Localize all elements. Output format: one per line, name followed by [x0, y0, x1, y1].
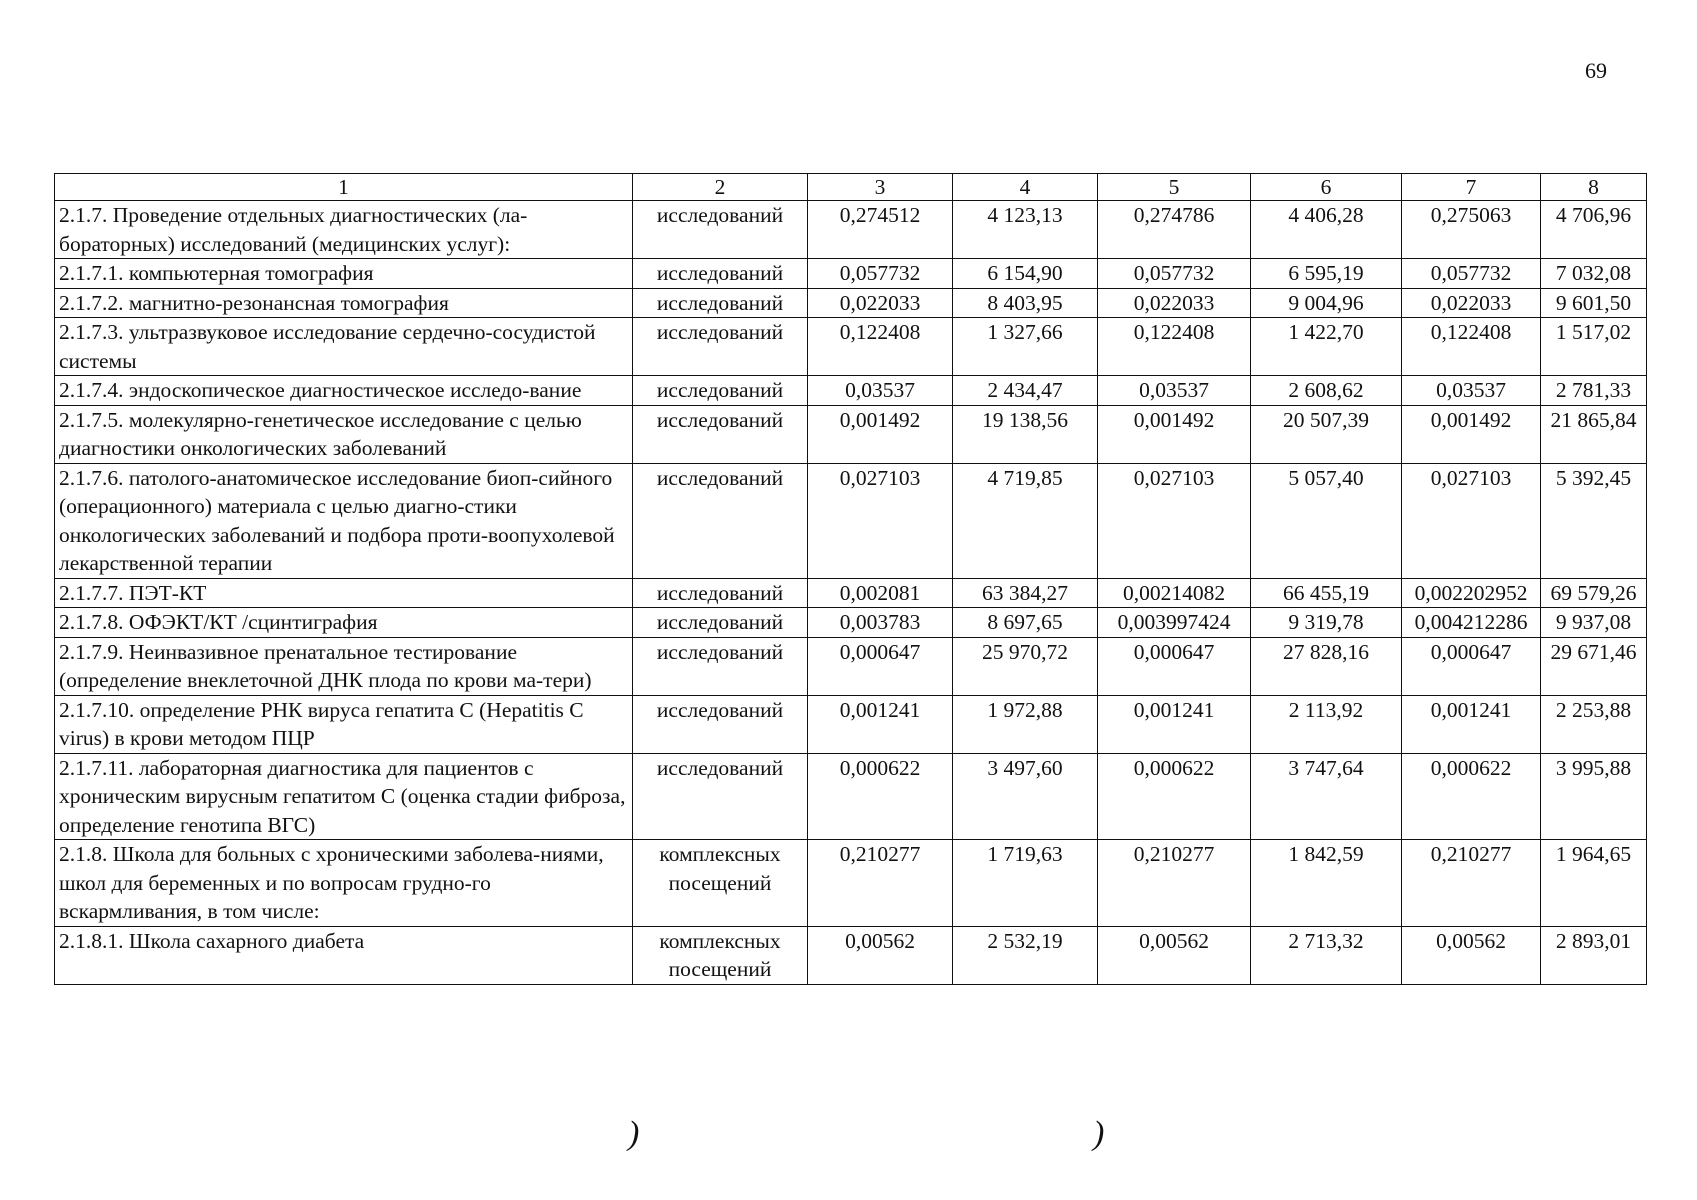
row-value: 63 384,27 — [953, 578, 1098, 608]
table-row — [55, 463, 1647, 578]
row-value: 0,03537 — [808, 376, 953, 406]
row-value: 9 004,96 — [1251, 288, 1402, 318]
table-row — [55, 840, 1647, 927]
row-value: 1 327,66 — [953, 318, 1098, 376]
page-number: 69 — [1585, 58, 1607, 83]
row-value: 5 392,45 — [1541, 463, 1647, 578]
row-value: 0,027103 — [808, 463, 953, 578]
row-name: 2.1.7.8. ОФЭКТ/КТ /сцинтиграфия — [55, 608, 633, 638]
row-value: 0,002202952 — [1402, 578, 1541, 608]
row-value: 0,001241 — [1098, 695, 1251, 753]
row-value: 0,000622 — [1402, 753, 1541, 840]
row-value: 2 113,92 — [1251, 695, 1402, 753]
row-value: 2 781,33 — [1541, 376, 1647, 406]
row-value: 27 828,16 — [1251, 637, 1402, 695]
table-row — [55, 405, 1647, 463]
table-row — [55, 318, 1647, 376]
row-name: 2.1.7.3. ультразвуковое исследование сердечно-сосудистой системы — [55, 318, 633, 376]
row-value: 0,022033 — [1402, 288, 1541, 318]
row-value: 0,057732 — [1402, 259, 1541, 289]
row-value: 3 995,88 — [1541, 753, 1647, 840]
row-value: 0,00562 — [808, 926, 953, 984]
column-header: 3 — [808, 174, 953, 201]
table-header — [55, 174, 1647, 201]
row-unit: исследований — [633, 201, 808, 259]
row-value: 0,122408 — [1098, 318, 1251, 376]
row-name: 2.1.7.6. патолого-анатомическое исследование биоп-сийного (операционного) материала с целью диагно-стики онкологических заболеваний и подбора проти-воопухолевой лекарственной терапии — [55, 463, 633, 578]
table-row — [55, 926, 1647, 984]
row-unit: исследований — [633, 318, 808, 376]
row-value: 0,210277 — [808, 840, 953, 927]
row-unit: исследований — [633, 288, 808, 318]
table-row — [55, 201, 1647, 259]
row-value: 19 138,56 — [953, 405, 1098, 463]
row-value: 1 842,59 — [1251, 840, 1402, 927]
handwritten-mark: ) — [628, 1115, 640, 1152]
row-value: 0,057732 — [808, 259, 953, 289]
column-header: 5 — [1098, 174, 1251, 201]
row-value: 0,004212286 — [1402, 608, 1541, 638]
row-unit: исследований — [633, 753, 808, 840]
row-unit: исследований — [633, 578, 808, 608]
row-value: 1 517,02 — [1541, 318, 1647, 376]
row-name: 2.1.7.9. Неинвазивное пренатальное тестирование (определение внеклеточной ДНК плода по крови ма-тери) — [55, 637, 633, 695]
row-value: 0,274786 — [1098, 201, 1251, 259]
handwritten-mark: ) — [1093, 1115, 1105, 1152]
table-body — [55, 201, 1647, 985]
row-value: 0,022033 — [808, 288, 953, 318]
column-header: 8 — [1541, 174, 1647, 201]
row-value: 4 123,13 — [953, 201, 1098, 259]
table-row — [55, 376, 1647, 406]
row-name: 2.1.7.1. компьютерная томография — [55, 259, 633, 289]
data-table — [54, 173, 1647, 985]
row-value: 2 532,19 — [953, 926, 1098, 984]
row-value: 4 706,96 — [1541, 201, 1647, 259]
row-value: 66 455,19 — [1251, 578, 1402, 608]
row-value: 5 057,40 — [1251, 463, 1402, 578]
row-value: 0,000647 — [1098, 637, 1251, 695]
row-unit: комплексных посещений — [633, 840, 808, 927]
row-value: 20 507,39 — [1251, 405, 1402, 463]
row-value: 0,022033 — [1098, 288, 1251, 318]
row-value: 0,03537 — [1402, 376, 1541, 406]
row-value: 2 893,01 — [1541, 926, 1647, 984]
column-header: 4 — [953, 174, 1098, 201]
table-row — [55, 288, 1647, 318]
row-value: 7 032,08 — [1541, 259, 1647, 289]
row-value: 29 671,46 — [1541, 637, 1647, 695]
table-row — [55, 695, 1647, 753]
row-unit: исследований — [633, 463, 808, 578]
row-value: 0,122408 — [1402, 318, 1541, 376]
row-value: 2 713,32 — [1251, 926, 1402, 984]
row-unit: исследований — [633, 695, 808, 753]
row-value: 0,03537 — [1098, 376, 1251, 406]
row-unit: комплексных посещений — [633, 926, 808, 984]
row-value: 0,001492 — [1402, 405, 1541, 463]
row-value: 0,000622 — [1098, 753, 1251, 840]
row-value: 3 497,60 — [953, 753, 1098, 840]
row-value: 0,001492 — [808, 405, 953, 463]
row-unit: исследований — [633, 608, 808, 638]
row-value: 0,000647 — [1402, 637, 1541, 695]
row-unit: исследований — [633, 637, 808, 695]
column-header: 1 — [55, 174, 633, 201]
row-value: 8 403,95 — [953, 288, 1098, 318]
row-value: 0,00562 — [1402, 926, 1541, 984]
row-value: 0,274512 — [808, 201, 953, 259]
row-value: 0,210277 — [1098, 840, 1251, 927]
row-value: 4 406,28 — [1251, 201, 1402, 259]
table-row — [55, 637, 1647, 695]
row-name: 2.1.7.4. эндоскопическое диагностическое исследо-вание — [55, 376, 633, 406]
row-value: 1 719,63 — [953, 840, 1098, 927]
row-value: 0,057732 — [1098, 259, 1251, 289]
row-value: 69 579,26 — [1541, 578, 1647, 608]
row-value: 0,00562 — [1098, 926, 1251, 984]
row-value: 1 972,88 — [953, 695, 1098, 753]
row-value: 1 964,65 — [1541, 840, 1647, 927]
row-value: 1 422,70 — [1251, 318, 1402, 376]
row-value: 9 601,50 — [1541, 288, 1647, 318]
row-value: 0,000622 — [808, 753, 953, 840]
row-unit: исследований — [633, 259, 808, 289]
row-value: 0,001241 — [1402, 695, 1541, 753]
row-value: 3 747,64 — [1251, 753, 1402, 840]
header-row — [55, 174, 1647, 201]
row-name: 2.1.7.5. молекулярно-генетическое исследование с целью диагностики онкологических заболеваний — [55, 405, 633, 463]
row-value: 0,027103 — [1402, 463, 1541, 578]
row-value: 2 434,47 — [953, 376, 1098, 406]
row-unit: исследований — [633, 405, 808, 463]
row-value: 9 937,08 — [1541, 608, 1647, 638]
row-value: 25 970,72 — [953, 637, 1098, 695]
row-unit: исследований — [633, 376, 808, 406]
row-name: 2.1.7.10. определение РНК вируса гепатита С (Hepatitis C virus) в крови методом ПЦР — [55, 695, 633, 753]
row-value: 0,275063 — [1402, 201, 1541, 259]
column-header: 2 — [633, 174, 808, 201]
column-header: 7 — [1402, 174, 1541, 201]
row-value: 9 319,78 — [1251, 608, 1402, 638]
row-name: 2.1.7.2. магнитно-резонансная томография — [55, 288, 633, 318]
row-value: 21 865,84 — [1541, 405, 1647, 463]
row-value: 6 595,19 — [1251, 259, 1402, 289]
table-row — [55, 608, 1647, 638]
table-row — [55, 259, 1647, 289]
row-name: 2.1.7.7. ПЭТ-КТ — [55, 578, 633, 608]
row-value: 0,003783 — [808, 608, 953, 638]
row-value: 0,210277 — [1402, 840, 1541, 927]
column-header: 6 — [1251, 174, 1402, 201]
row-value: 2 608,62 — [1251, 376, 1402, 406]
row-value: 0,001492 — [1098, 405, 1251, 463]
row-name: 2.1.7. Проведение отдельных диагностических (ла-бораторных) исследований (медицинских услуг): — [55, 201, 633, 259]
row-value: 4 719,85 — [953, 463, 1098, 578]
row-value: 0,000647 — [808, 637, 953, 695]
row-value: 0,002081 — [808, 578, 953, 608]
row-value: 2 253,88 — [1541, 695, 1647, 753]
row-value: 0,003997424 — [1098, 608, 1251, 638]
row-value: 0,001241 — [808, 695, 953, 753]
row-value: 0,122408 — [808, 318, 953, 376]
row-value: 0,027103 — [1098, 463, 1251, 578]
row-value: 0,00214082 — [1098, 578, 1251, 608]
row-value: 8 697,65 — [953, 608, 1098, 638]
row-name: 2.1.8. Школа для больных с хроническими заболева-ниями, школ для беременных и по вопросам грудно-го вскармливания, в том числе: — [55, 840, 633, 927]
row-name: 2.1.7.11. лабораторная диагностика для пациентов с хроническим вирусным гепатитом С (оценка стадии фиброза, определение генотипа ВГС) — [55, 753, 633, 840]
row-name: 2.1.8.1. Школа сахарного диабета — [55, 926, 633, 984]
table-row — [55, 578, 1647, 608]
table-row — [55, 753, 1647, 840]
row-value: 6 154,90 — [953, 259, 1098, 289]
